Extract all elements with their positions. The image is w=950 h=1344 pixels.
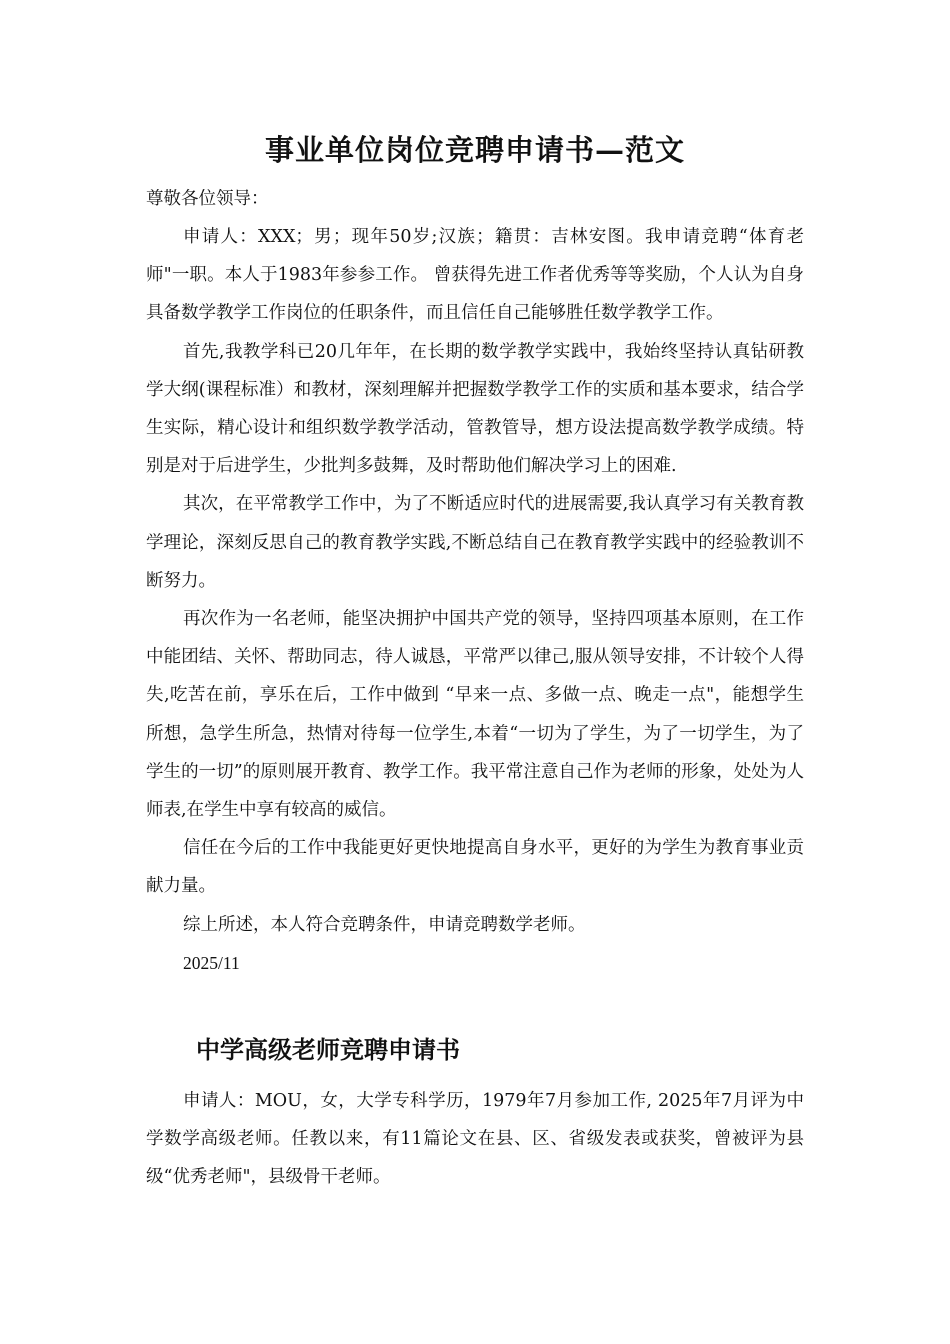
paragraph-first: 首先,我教学科已20几年年，在长期的数学教学实践中，我始终坚持认真钻研教学大纲(课程标准）和教材，深刻理解并把握数学教学工作的实质和基本要求，结合学生实际，精心设计和组织数学教学活动，管教管导，想方设法提高数学教学成绩。特别是对于后进学生，少批判多鼓舞，及时帮助他们解决学习上的困难. — [146, 341, 804, 477]
salutation: 尊敬各位领导： — [146, 189, 269, 209]
section-body — [146, 1082, 804, 1197]
document-date: 2025/11 — [183, 952, 240, 973]
paragraph-trust: 信任在今后的工作中我能更好更快地提高自身水平，更好的为学生为教育事业贡献力量。 — [146, 838, 804, 897]
paragraph-applicant-info: 申请人：XXX；男；现年50岁;汉族；籍贯：吉林安图。我申请竞聘“体育老师"一职。本人于1983年参参工作。 曾获得先进工作者优秀等等奖励，个人认为自身具备数学教学工作岗位的任职条件，而且信任自己能够胜任数学教学工作。 — [146, 227, 804, 324]
document-body — [146, 218, 804, 982]
paragraph-section-applicant: 申请人：MOU，女，大学专科学历，1979年7月参加工作, 2025年7月评为中学数学高级老师。任教以来，有11篇论文在县、区、省级发表或获奖，曾被评为县级“优秀老师"，县级骨干老师。 — [146, 1091, 804, 1188]
paragraph-third: 再次作为一名老师，能坚决拥护中国共产党的领导，坚持四项基本原则，在工作中能团结、关怀、帮助同志，待人诚恳，平常严以律己,服从领导安排，不计较个人得失,吃苦在前，享乐在后，工作中做到 “早来一点、多做一点、晚走一点"，能想学生所想，急学生所急，热情对待每一位学生,本着“一切为了学生，为了一切学生，为了学生的一切”的原则展开教育、教学工作。我平常注意自己作为老师的形象，处处为人师表,在学生中享有较高的威信。 — [146, 609, 804, 821]
paragraph-second: 其次，在平常教学工作中，为了不断适应时代的进展需要,我认真学习有关教育教学理论，深刻反思自己的教育教学实践,不断总结自己在教育教学实践中的经验教训不断努力。 — [146, 494, 804, 591]
section-title: 中学高级老师竞聘申请书 — [196, 1035, 460, 1064]
document-title: 事业单位岗位竞聘申请书—范文 — [264, 133, 685, 167]
paragraph-summary: 综上所述，本人符合竞聘条件，申请竞聘数学老师。 — [183, 914, 586, 935]
